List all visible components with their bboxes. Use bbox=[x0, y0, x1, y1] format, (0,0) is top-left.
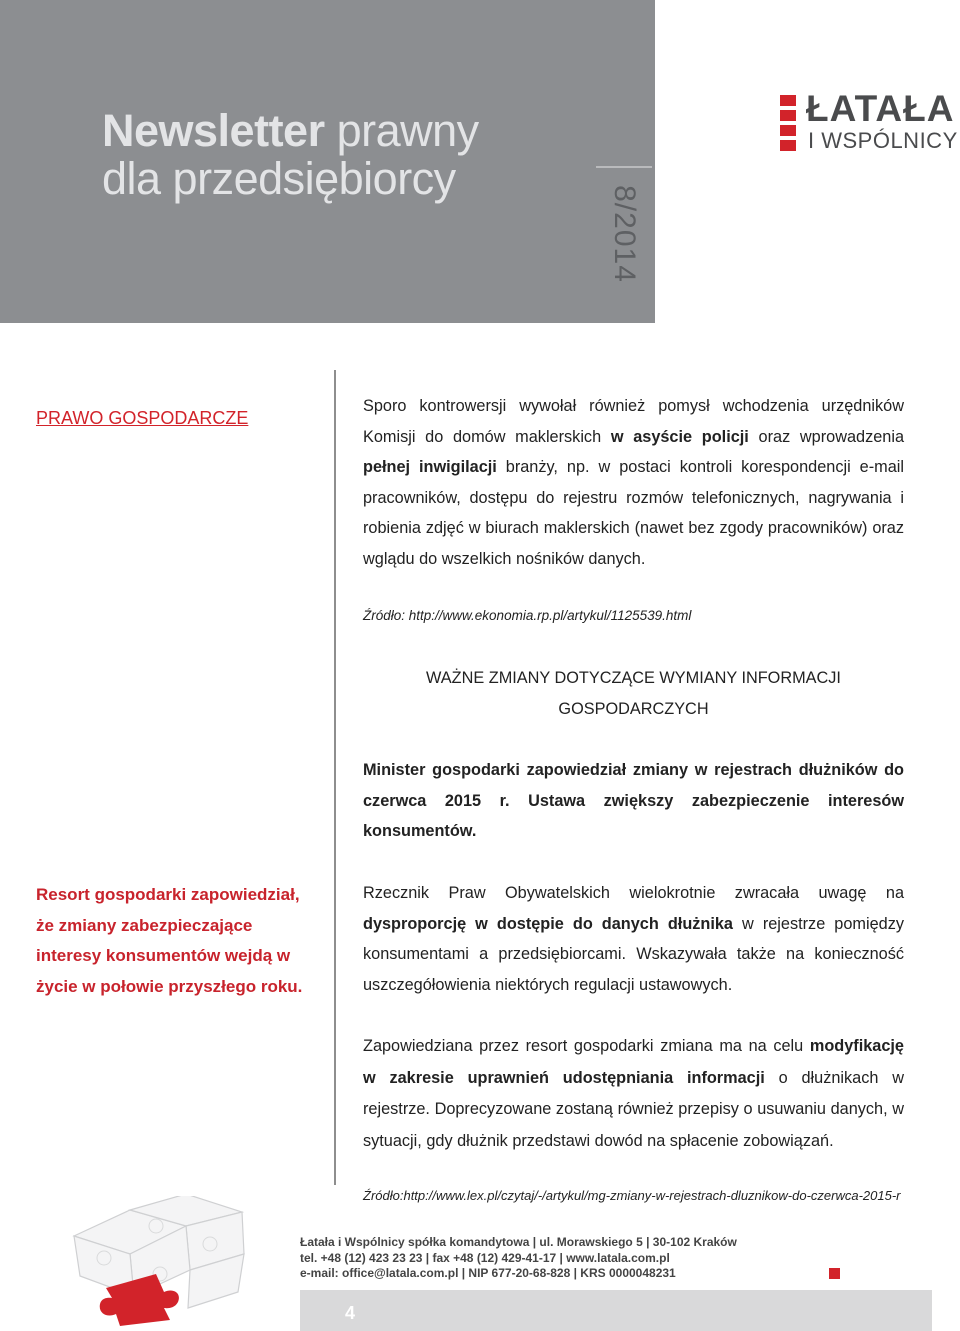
paragraph-2 bbox=[363, 878, 904, 1000]
paragraph-emphasis: w asyście policji bbox=[610, 427, 749, 446]
newsletter-title-line1 bbox=[102, 106, 479, 156]
issue-number-text: 8/2014 bbox=[608, 185, 641, 283]
logo-name: ŁATAŁA bbox=[806, 88, 955, 129]
paragraph-text: branży, np. w postaci kontroli korespondencji e-mail pracowników, dostępu do rejestru rozmów telefonicznych, nagrywania i robienia zdjęć w biurach maklerskich (nawet bez zgody pracowników) oraz wglądu do wszelkich nośników danych. bbox=[363, 458, 904, 568]
paragraph-text: Zapowiedziana przez resort gospodarki zmiana ma na celu bbox=[363, 1037, 810, 1055]
footer-phone: tel. +48 (12) 423 23 23 | fax +48 (12) 429-41-17 | www.latala.com.pl bbox=[300, 1250, 670, 1265]
newsletter-rest: prawny bbox=[336, 105, 479, 156]
paragraph-text: oraz wprowadzenia bbox=[748, 427, 904, 446]
logo-subname: I WSPÓLNICY bbox=[808, 128, 958, 153]
issue-number bbox=[584, 185, 664, 283]
paragraph-text: Sporo kontrowersji wywołał również pomysł wchodzenia urzędników Komisji do domów maklerskich bbox=[363, 397, 904, 446]
newsletter-word: Newsletter bbox=[102, 105, 325, 156]
footer-address: Łatała i Wspólnicy spółka komandytowa | ul. Morawskiego 5 | 30-102 Kraków bbox=[300, 1235, 737, 1249]
logo-mark-icon bbox=[780, 95, 796, 151]
page-number-band bbox=[300, 1290, 932, 1331]
pull-quote: Resort gospodarki zapowiedział, że zmiany zabezpieczające interesy konsumentów wejdą w życie w połowie przyszłego roku. bbox=[36, 885, 303, 996]
paragraph-emphasis: modyfikację w zakresie uprawnień udostępniania informacji bbox=[363, 1037, 904, 1087]
column-divider bbox=[334, 370, 336, 1185]
section-heading: PRAWO GOSPODARCZE bbox=[36, 408, 249, 428]
paragraph-text: o dłużnikach w rejestrze. Doprecyzowane zostaną również przepisy o usuwaniu danych, w sytuacji, gdy dłużnik przedstawi dowód na spłacenie zobowiązań. bbox=[363, 1068, 904, 1150]
footer-email: e-mail: office@latala.com.pl | NIP 677-20-68-828 | KRS 0000048231 bbox=[300, 1266, 676, 1280]
paragraph-text: Rzecznik Praw Obywatelskich wielokrotnie zwracała uwagę na bbox=[363, 884, 904, 902]
source-citation-2: Źródło:http://www.lex.pl/czytaj/-/artykul/mg-zmiany-w-rejestrach-dluznikow-do-czerwca-2015-r bbox=[363, 1188, 901, 1203]
source-citation-1: Źródło: http://www.ekonomia.rp.pl/artykul/1125539.html bbox=[363, 608, 692, 623]
paragraph-text: w rejestrze pomiędzy konsumentami a przedsiębiorcami. Wskazywała także na konieczność uszczegółowienia niektórych regulacji ustawowych. bbox=[363, 914, 904, 994]
footer-square-icon bbox=[829, 1268, 840, 1279]
newsletter-title-line2: dla przedsiębiorcy bbox=[102, 153, 456, 204]
article-title: WAŻNE ZMIANY DOTYCZĄCE WYMIANY INFORMACJI GOSPODARCZYCH bbox=[426, 669, 841, 718]
paragraph-emphasis: pełnej inwigilacji bbox=[363, 458, 497, 476]
paragraph-1 bbox=[363, 391, 904, 574]
footer-contact bbox=[300, 1235, 737, 1282]
issue-rule bbox=[596, 166, 652, 168]
article-lead: Minister gospodarki zapowiedział zmiany w rejestrach dłużników do czerwca 2015 r. Ustawa zwiększy zabezpieczenie interesów konsumentów. bbox=[363, 761, 904, 840]
paragraph-emphasis: dysproporcję w dostępie do danych dłużnika bbox=[363, 914, 733, 933]
puzzle-icon bbox=[60, 1196, 250, 1328]
paragraph-3 bbox=[363, 1031, 904, 1157]
page-number: 4 bbox=[345, 1303, 356, 1323]
